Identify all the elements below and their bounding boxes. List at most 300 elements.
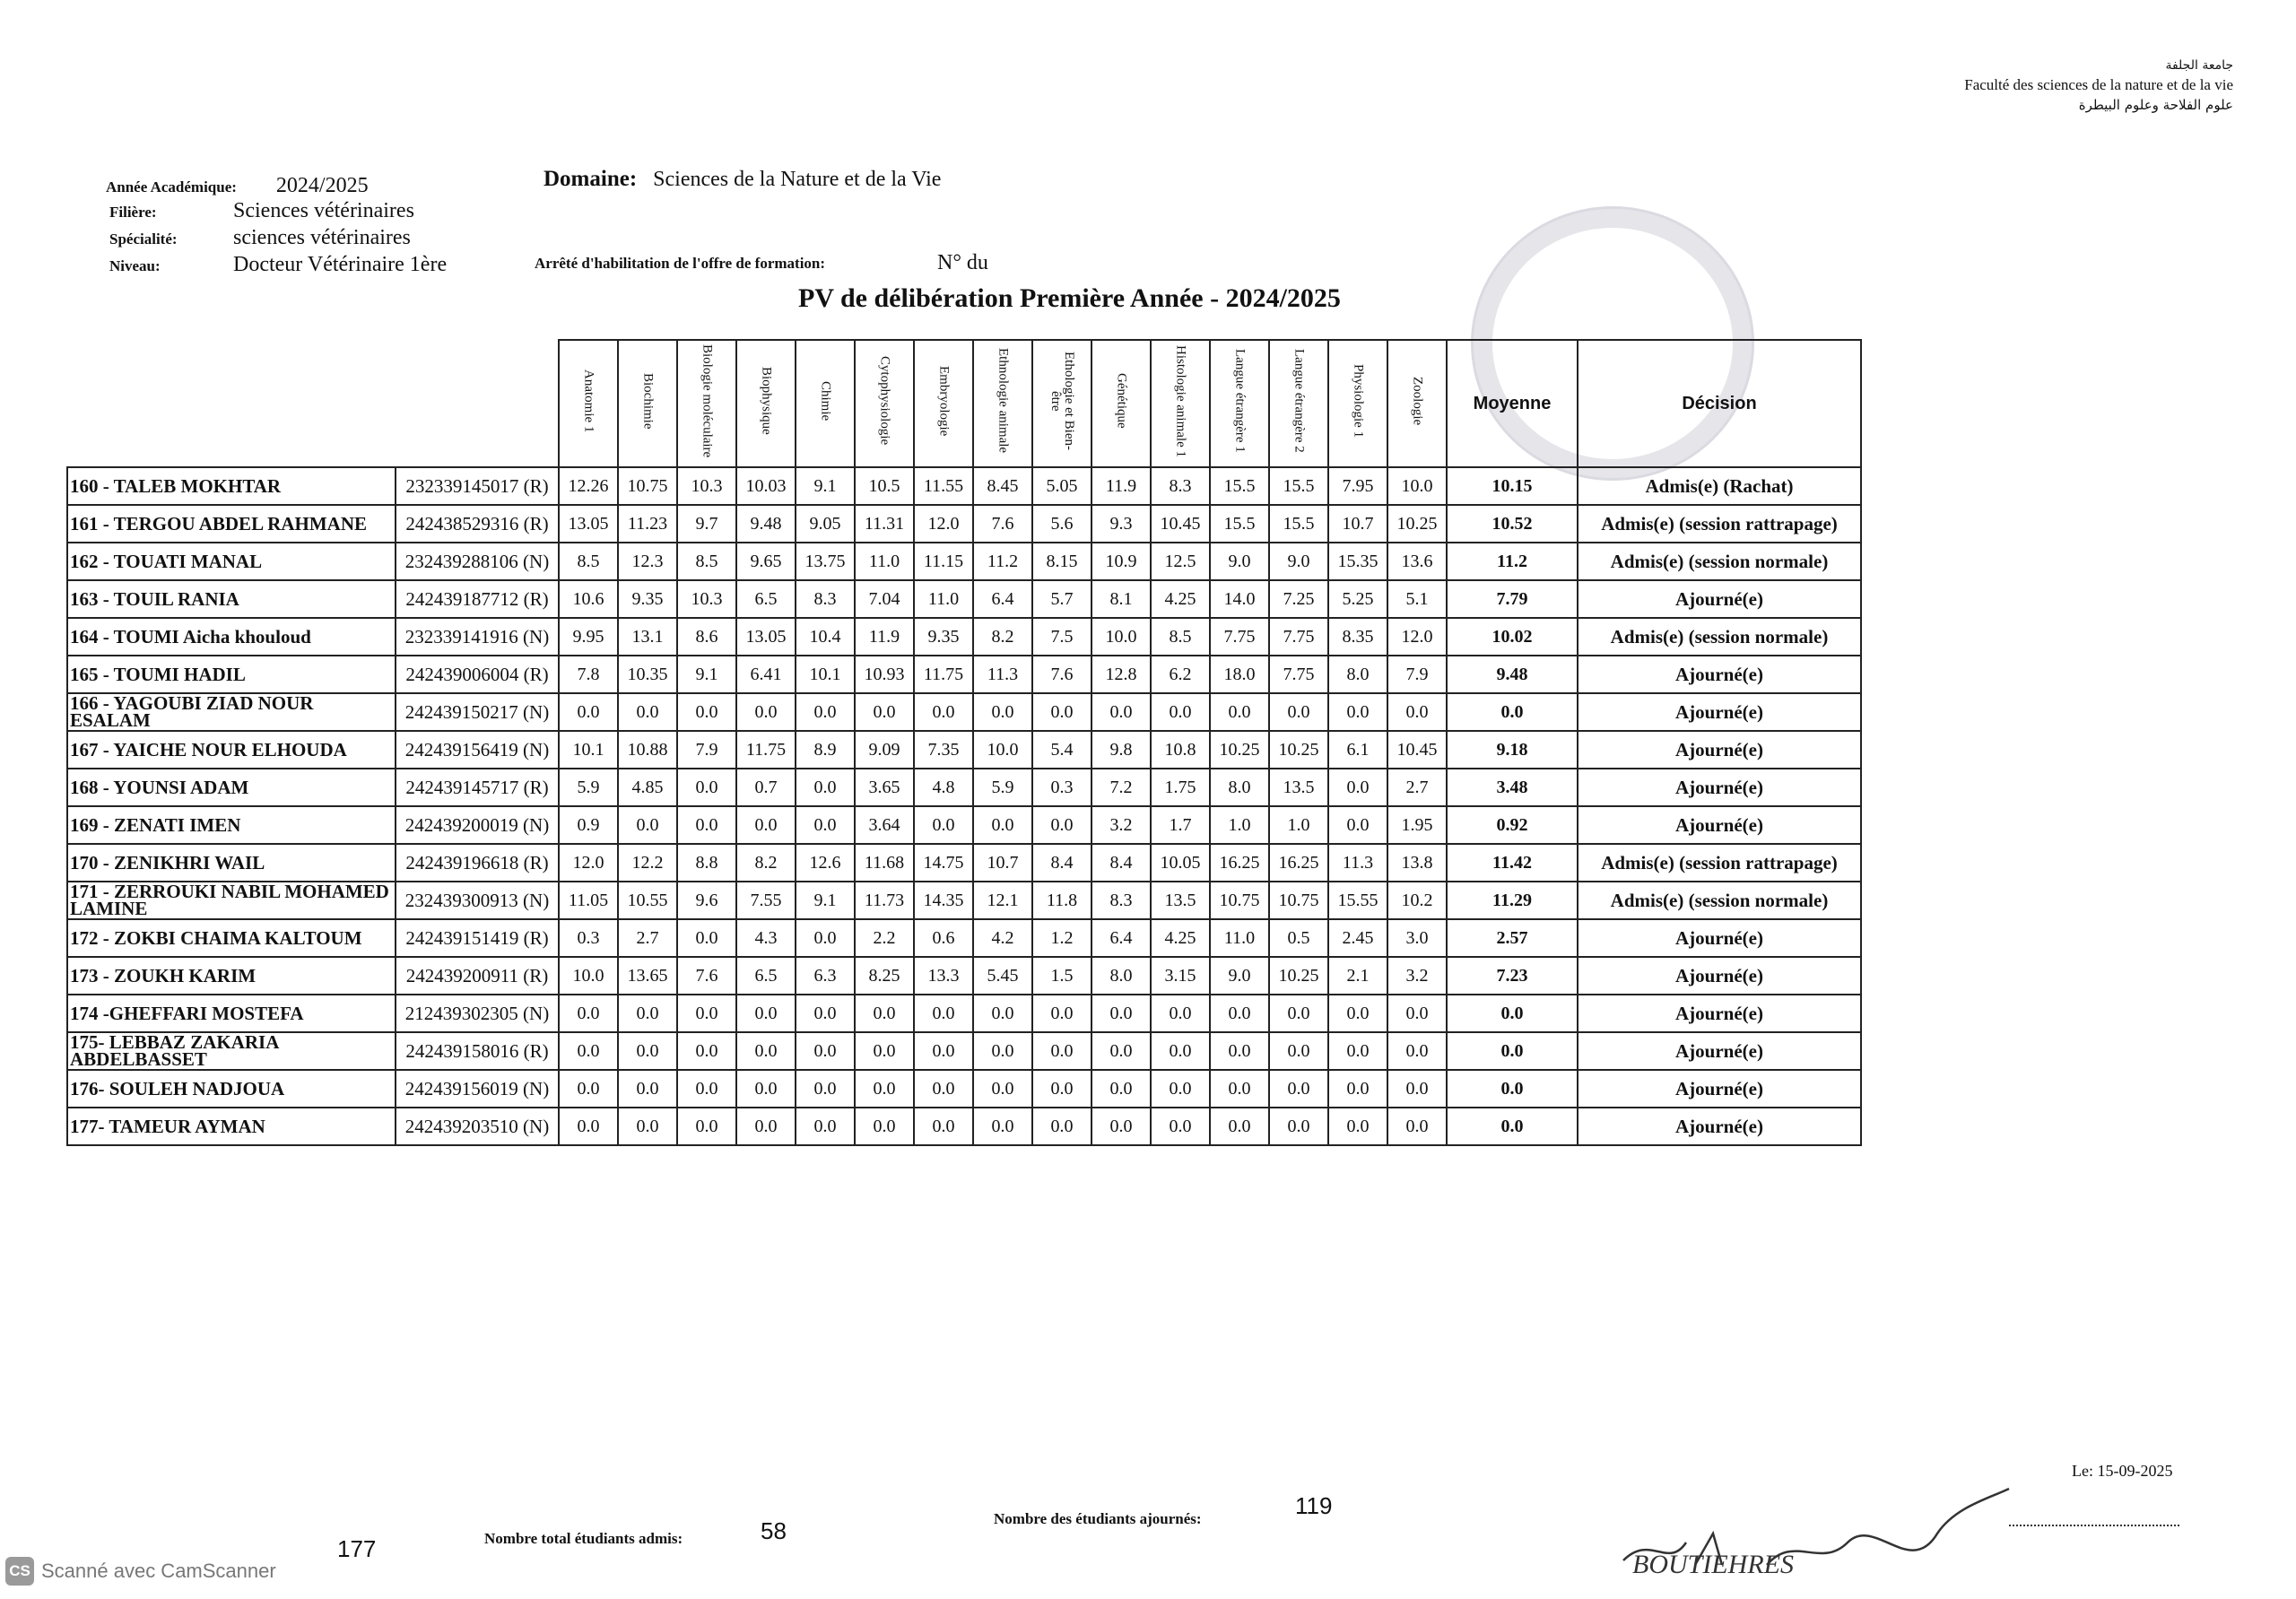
table-row [67, 618, 1861, 656]
grade-cell: 10.2 [1387, 882, 1447, 919]
grade-cell: 12.0 [1387, 618, 1447, 656]
grade-cell: 0.0 [677, 995, 736, 1032]
grade-cell: 0.0 [677, 919, 736, 957]
grade-cell: 8.6 [677, 618, 736, 656]
grade-cell: 10.25 [1210, 731, 1269, 769]
grade-cell: 15.5 [1210, 467, 1269, 505]
grade-cell: 10.0 [559, 957, 618, 995]
deliberation-table [66, 339, 1862, 1146]
subject-header [736, 340, 796, 467]
grade-cell: 0.0 [1032, 693, 1091, 731]
moyenne-cell: 2.57 [1447, 919, 1578, 957]
grade-cell: 15.5 [1210, 505, 1269, 543]
grade-cell: 5.4 [1032, 731, 1091, 769]
student-matricule: 242439156019 (N) [396, 1070, 559, 1108]
grade-cell: 8.0 [1091, 957, 1151, 995]
grade-cell: 10.7 [1328, 505, 1387, 543]
student-name: 174 -GHEFFARI MOSTEFA [67, 995, 396, 1032]
student-matricule: 232339141916 (N) [396, 618, 559, 656]
grade-cell: 4.25 [1151, 580, 1210, 618]
subject-header-label: Physiologie 1 [1351, 363, 1366, 439]
student-name: 168 - YOUNSI ADAM [67, 769, 396, 806]
moyenne-header: Moyenne [1447, 340, 1578, 467]
grade-cell: 8.8 [677, 844, 736, 882]
filiere-row [109, 199, 414, 223]
student-name: 167 - YAICHE NOUR ELHOUDA [67, 731, 396, 769]
grade-cell: 7.9 [1387, 656, 1447, 693]
grade-cell: 0.0 [736, 1070, 796, 1108]
grade-cell: 11.0 [914, 580, 973, 618]
grade-cell: 13.5 [1269, 769, 1328, 806]
ajournes-label: Nombre des étudiants ajournés: [994, 1510, 1202, 1527]
grade-cell: 3.2 [1091, 806, 1151, 844]
grade-cell: 6.4 [1091, 919, 1151, 957]
table-row [67, 1108, 1861, 1145]
grade-cell: 2.7 [1387, 769, 1447, 806]
student-matricule: 242439151419 (R) [396, 919, 559, 957]
grade-cell: 0.0 [1032, 1108, 1091, 1145]
subject-header-label: Biologie moléculaire [700, 343, 715, 458]
table-row [67, 806, 1861, 844]
moyenne-cell: 0.0 [1447, 995, 1578, 1032]
subject-header [677, 340, 736, 467]
grade-cell: 0.0 [618, 693, 677, 731]
grade-cell: 0.0 [1387, 1070, 1447, 1108]
decision-cell: Ajourné(e) [1578, 769, 1861, 806]
decision-cell: Admis(e) (session normale) [1578, 543, 1861, 580]
grade-cell: 0.0 [1387, 1108, 1447, 1145]
moyenne-cell: 10.52 [1447, 505, 1578, 543]
grade-cell: 7.8 [559, 656, 618, 693]
grade-cell: 0.0 [1387, 693, 1447, 731]
grade-cell: 10.3 [677, 467, 736, 505]
camscanner-text: Scanné avec CamScanner [41, 1560, 276, 1582]
grade-cell: 0.0 [618, 806, 677, 844]
grade-cell: 7.75 [1269, 656, 1328, 693]
grade-cell: 2.2 [855, 919, 914, 957]
grade-cell: 16.25 [1210, 844, 1269, 882]
grade-cell: 7.75 [1210, 618, 1269, 656]
grade-cell: 12.0 [914, 505, 973, 543]
table-row [67, 505, 1861, 543]
grade-cell: 0.0 [677, 1108, 736, 1145]
grade-cell: 8.2 [973, 618, 1032, 656]
student-matricule: 242439156419 (N) [396, 731, 559, 769]
grade-cell: 0.0 [1328, 995, 1387, 1032]
table-row [67, 882, 1861, 919]
decision-cell: Admis(e) (session normale) [1578, 618, 1861, 656]
grade-cell: 9.3 [1091, 505, 1151, 543]
grade-cell: 13.05 [559, 505, 618, 543]
grade-cell: 7.6 [973, 505, 1032, 543]
page-title: PV de délibération Première Année - 2024/2025 [798, 283, 1341, 313]
grade-cell: 0.0 [796, 919, 855, 957]
grade-cell: 7.75 [1269, 618, 1328, 656]
department-arabic-name: علوم الفلاحة وعلوم البيطرة [2078, 97, 2233, 113]
grade-cell: 12.1 [973, 882, 1032, 919]
grade-cell: 10.93 [855, 656, 914, 693]
grade-cell: 0.0 [914, 995, 973, 1032]
grade-cell: 11.68 [855, 844, 914, 882]
grade-cell: 0.0 [1032, 806, 1091, 844]
table-row [67, 656, 1861, 693]
grade-cell: 10.4 [796, 618, 855, 656]
table-row [67, 580, 1861, 618]
domaine-label: Domaine: [544, 167, 638, 191]
subject-header [559, 340, 618, 467]
grade-cell: 0.0 [559, 1108, 618, 1145]
table-row [67, 769, 1861, 806]
grade-cell: 0.0 [1091, 1070, 1151, 1108]
grade-cell: 0.0 [1269, 1070, 1328, 1108]
grade-cell: 0.0 [796, 693, 855, 731]
subject-header [1210, 340, 1269, 467]
grade-cell: 0.0 [1032, 1070, 1091, 1108]
grade-cell: 8.1 [1091, 580, 1151, 618]
grade-cell: 0.0 [914, 806, 973, 844]
grade-cell: 10.6 [559, 580, 618, 618]
grade-cell: 9.1 [796, 882, 855, 919]
grade-cell: 0.0 [736, 806, 796, 844]
grade-cell: 0.0 [1328, 806, 1387, 844]
grade-cell: 10.0 [1387, 467, 1447, 505]
grade-cell: 0.0 [1210, 693, 1269, 731]
grade-cell: 10.8 [1151, 731, 1210, 769]
moyenne-cell: 0.0 [1447, 1070, 1578, 1108]
grade-cell: 8.5 [1151, 618, 1210, 656]
grade-cell: 6.4 [973, 580, 1032, 618]
grade-cell: 8.35 [1328, 618, 1387, 656]
student-matricule: 242439158016 (R) [396, 1032, 559, 1070]
student-matricule: 232439300913 (N) [396, 882, 559, 919]
grade-cell: 10.9 [1091, 543, 1151, 580]
grade-cell: 10.5 [855, 467, 914, 505]
student-matricule: 242439196618 (R) [396, 844, 559, 882]
grade-cell: 11.75 [914, 656, 973, 693]
grade-cell: 11.75 [736, 731, 796, 769]
decision-cell: Ajourné(e) [1578, 580, 1861, 618]
grade-cell: 11.0 [855, 543, 914, 580]
grade-cell: 5.05 [1032, 467, 1091, 505]
grade-cell: 0.0 [973, 1108, 1032, 1145]
arrete-label: Arrêté d'habilitation de l'offre de formation: [535, 255, 826, 272]
grade-cell: 10.0 [1091, 618, 1151, 656]
grade-cell: 0.0 [973, 693, 1032, 731]
grade-cell: 8.45 [973, 467, 1032, 505]
grade-cell: 11.9 [855, 618, 914, 656]
decision-cell: Ajourné(e) [1578, 1108, 1861, 1145]
grade-cell: 6.3 [796, 957, 855, 995]
grade-cell: 13.05 [736, 618, 796, 656]
grade-cell: 9.7 [677, 505, 736, 543]
grade-cell: 11.55 [914, 467, 973, 505]
grade-cell: 0.0 [1210, 995, 1269, 1032]
table-row [67, 919, 1861, 957]
grade-cell: 11.0 [1210, 919, 1269, 957]
grade-cell: 15.35 [1328, 543, 1387, 580]
student-matricule: 232439288106 (N) [396, 543, 559, 580]
grade-cell: 10.05 [1151, 844, 1210, 882]
grade-cell: 12.26 [559, 467, 618, 505]
grade-cell: 18.0 [1210, 656, 1269, 693]
grade-cell: 10.0 [973, 731, 1032, 769]
grade-cell: 1.0 [1210, 806, 1269, 844]
university-arabic-name: جامعة الجلفة [2165, 58, 2233, 73]
grade-cell: 3.0 [1387, 919, 1447, 957]
grade-cell: 14.35 [914, 882, 973, 919]
header-spacer [67, 340, 559, 467]
grade-cell: 2.7 [618, 919, 677, 957]
student-name: 160 - TALEB MOKHTAR [67, 467, 396, 505]
grade-cell: 5.1 [1387, 580, 1447, 618]
grade-cell: 9.0 [1210, 543, 1269, 580]
moyenne-cell: 11.42 [1447, 844, 1578, 882]
grade-cell: 0.0 [855, 1070, 914, 1108]
moyenne-cell: 9.18 [1447, 731, 1578, 769]
grade-cell: 9.95 [559, 618, 618, 656]
grade-cell: 1.5 [1032, 957, 1091, 995]
grade-cell: 11.3 [973, 656, 1032, 693]
grade-cell: 7.6 [1032, 656, 1091, 693]
student-name: 162 - TOUATI MANAL [67, 543, 396, 580]
grade-cell: 0.0 [1091, 995, 1151, 1032]
grade-cell: 0.0 [796, 1070, 855, 1108]
grade-cell: 9.8 [1091, 731, 1151, 769]
grade-cell: 0.0 [1151, 1032, 1210, 1070]
grade-cell: 9.35 [618, 580, 677, 618]
grade-cell: 0.0 [796, 995, 855, 1032]
table-row [67, 1070, 1861, 1108]
grade-cell: 0.0 [1210, 1070, 1269, 1108]
grade-cell: 11.9 [1091, 467, 1151, 505]
grade-cell: 0.0 [914, 1108, 973, 1145]
annee-value: 2024/2025 [275, 174, 369, 197]
subject-header-label: Embryologie [936, 365, 952, 437]
grade-cell: 11.3 [1328, 844, 1387, 882]
grade-cell: 13.5 [1151, 882, 1210, 919]
grade-cell: 9.48 [736, 505, 796, 543]
annee-row [106, 174, 369, 198]
decision-cell: Ajourné(e) [1578, 806, 1861, 844]
grade-cell: 10.1 [796, 656, 855, 693]
student-name: 176- SOULEH NADJOUA [67, 1070, 396, 1108]
decision-cell: Ajourné(e) [1578, 919, 1861, 957]
grade-cell: 14.0 [1210, 580, 1269, 618]
grade-cell: 10.45 [1151, 505, 1210, 543]
grade-cell: 0.0 [1032, 1032, 1091, 1070]
grade-cell: 0.0 [1387, 1032, 1447, 1070]
grade-cell: 3.64 [855, 806, 914, 844]
grade-cell: 0.0 [855, 1032, 914, 1070]
table-row [67, 1032, 1861, 1070]
student-name: 161 - TERGOU ABDEL RAHMANE [67, 505, 396, 543]
student-matricule: 242439200019 (N) [396, 806, 559, 844]
subject-header-label: Ethologie et Bien-être [1048, 352, 1076, 450]
faculty-name: Faculté des sciences de la nature et de la vie [1964, 76, 2233, 93]
subject-header-label: Biophysique [759, 367, 774, 435]
grade-cell: 0.0 [973, 1032, 1032, 1070]
grade-cell: 6.41 [736, 656, 796, 693]
grade-cell: 0.0 [1269, 995, 1328, 1032]
subject-header-label: Biochimie [640, 372, 656, 430]
student-name: 175- LEBBAZ ZAKARIA ABDELBASSET [67, 1032, 396, 1070]
subject-header [1387, 340, 1447, 467]
student-matricule: 232339145017 (R) [396, 467, 559, 505]
grade-cell: 5.9 [973, 769, 1032, 806]
grade-cell: 8.0 [1210, 769, 1269, 806]
grade-cell: 2.1 [1328, 957, 1387, 995]
student-name: 170 - ZENIKHRI WAIL [67, 844, 396, 882]
grade-cell: 9.1 [796, 467, 855, 505]
table-body [67, 467, 1861, 1145]
subject-header-label: Cytophysiologie [877, 356, 892, 446]
subject-header [1269, 340, 1328, 467]
student-matricule: 242439150217 (N) [396, 693, 559, 731]
grade-cell: 0.0 [677, 693, 736, 731]
grade-cell: 9.35 [914, 618, 973, 656]
subject-header [1328, 340, 1387, 467]
decision-header: Décision [1578, 340, 1861, 467]
grade-cell: 1.7 [1151, 806, 1210, 844]
subject-header-label: Anatomie 1 [581, 369, 596, 433]
grade-cell: 0.0 [1091, 693, 1151, 731]
decision-cell: Admis(e) (session rattrapage) [1578, 844, 1861, 882]
table-row [67, 844, 1861, 882]
decision-cell: Ajourné(e) [1578, 693, 1861, 731]
total-students-count: 177 [337, 1535, 377, 1562]
table-row [67, 693, 1861, 731]
table-header-row [67, 340, 1861, 467]
decision-cell: Ajourné(e) [1578, 656, 1861, 693]
student-matricule: 242439200911 (R) [396, 957, 559, 995]
grade-cell: 0.0 [677, 1070, 736, 1108]
student-name: 171 - ZERROUKI NABIL MOHAMED LAMINE [67, 882, 396, 919]
moyenne-cell: 11.29 [1447, 882, 1578, 919]
grade-cell: 0.0 [796, 1108, 855, 1145]
subject-header [973, 340, 1032, 467]
grade-cell: 0.0 [736, 1032, 796, 1070]
subject-header [914, 340, 973, 467]
grade-cell: 11.2 [973, 543, 1032, 580]
student-name: 165 - TOUMI HADIL [67, 656, 396, 693]
grade-cell: 0.0 [1328, 769, 1387, 806]
table-row [67, 995, 1861, 1032]
niveau-row [109, 253, 447, 277]
table-row [67, 731, 1861, 769]
grade-cell: 7.55 [736, 882, 796, 919]
decision-cell: Admis(e) (Rachat) [1578, 467, 1861, 505]
filiere-value: Sciences vétérinaires [233, 199, 414, 222]
grade-cell: 2.45 [1328, 919, 1387, 957]
grade-cell: 8.15 [1032, 543, 1091, 580]
grade-cell: 7.2 [1091, 769, 1151, 806]
grade-cell: 11.05 [559, 882, 618, 919]
grade-cell: 7.5 [1032, 618, 1091, 656]
grade-cell: 10.75 [618, 467, 677, 505]
admis-label: Nombre total étudiants admis: [484, 1530, 683, 1547]
grade-cell: 1.95 [1387, 806, 1447, 844]
grade-cell: 1.2 [1032, 919, 1091, 957]
grade-cell: 4.2 [973, 919, 1032, 957]
student-name: 173 - ZOUKH KARIM [67, 957, 396, 995]
grade-cell: 0.0 [736, 1108, 796, 1145]
grade-cell: 11.8 [1032, 882, 1091, 919]
grade-cell: 11.31 [855, 505, 914, 543]
grade-cell: 15.5 [1269, 505, 1328, 543]
grade-cell: 8.25 [855, 957, 914, 995]
grade-cell: 13.8 [1387, 844, 1447, 882]
grade-cell: 12.0 [559, 844, 618, 882]
subject-header [618, 340, 677, 467]
subject-header-label: Langue étrangère 2 [1292, 349, 1307, 453]
grade-cell: 0.0 [1328, 1032, 1387, 1070]
camscanner-watermark [5, 1557, 276, 1586]
grade-cell: 0.0 [914, 1070, 973, 1108]
grade-cell: 4.85 [618, 769, 677, 806]
grade-cell: 0.0 [1328, 1108, 1387, 1145]
grade-cell: 6.2 [1151, 656, 1210, 693]
grade-cell: 10.25 [1387, 505, 1447, 543]
niveau-label: Niveau: [109, 257, 161, 274]
grade-cell: 0.0 [736, 995, 796, 1032]
student-name: 172 - ZOKBI CHAIMA KALTOUM [67, 919, 396, 957]
grade-cell: 10.35 [618, 656, 677, 693]
grade-cell: 0.0 [1151, 1108, 1210, 1145]
grade-cell: 9.09 [855, 731, 914, 769]
grade-cell: 13.75 [796, 543, 855, 580]
table-row [67, 467, 1861, 505]
student-matricule: 242439006004 (R) [396, 656, 559, 693]
date-label: Le: 15-09-2025 [2072, 1462, 2173, 1480]
subject-header [796, 340, 855, 467]
grade-cell: 13.65 [618, 957, 677, 995]
grade-cell: 0.9 [559, 806, 618, 844]
subject-header [1151, 340, 1210, 467]
grade-cell: 0.0 [677, 806, 736, 844]
grade-cell: 0.0 [618, 995, 677, 1032]
grade-cell: 3.2 [1387, 957, 1447, 995]
grade-cell: 15.5 [1269, 467, 1328, 505]
grade-cell: 8.4 [1091, 844, 1151, 882]
grade-cell: 1.75 [1151, 769, 1210, 806]
grade-cell: 10.25 [1269, 731, 1328, 769]
grade-cell: 0.0 [1210, 1108, 1269, 1145]
specialite-value: sciences vétérinaires [233, 226, 411, 249]
moyenne-cell: 0.0 [1447, 1108, 1578, 1145]
domaine-value: Sciences de la Nature et de la Vie [653, 168, 942, 191]
student-matricule: 212439302305 (N) [396, 995, 559, 1032]
grade-cell: 0.0 [914, 693, 973, 731]
subject-header-label: Histologie animale 1 [1173, 344, 1188, 457]
subject-header-label: Chimie [818, 380, 833, 421]
grade-cell: 11.23 [618, 505, 677, 543]
grade-cell: 5.45 [973, 957, 1032, 995]
annee-label: Année Académique: [106, 178, 237, 196]
grade-cell: 0.0 [855, 995, 914, 1032]
grade-cell: 13.1 [618, 618, 677, 656]
grade-cell: 9.1 [677, 656, 736, 693]
grade-cell: 0.0 [973, 995, 1032, 1032]
grade-cell: 5.9 [559, 769, 618, 806]
grade-cell: 0.5 [1269, 919, 1328, 957]
domaine-row [544, 167, 941, 192]
grade-cell: 10.88 [618, 731, 677, 769]
grade-cell: 5.25 [1328, 580, 1387, 618]
grade-cell: 0.0 [736, 693, 796, 731]
grade-cell: 3.65 [855, 769, 914, 806]
grade-cell: 0.0 [1269, 1032, 1328, 1070]
moyenne-cell: 3.48 [1447, 769, 1578, 806]
